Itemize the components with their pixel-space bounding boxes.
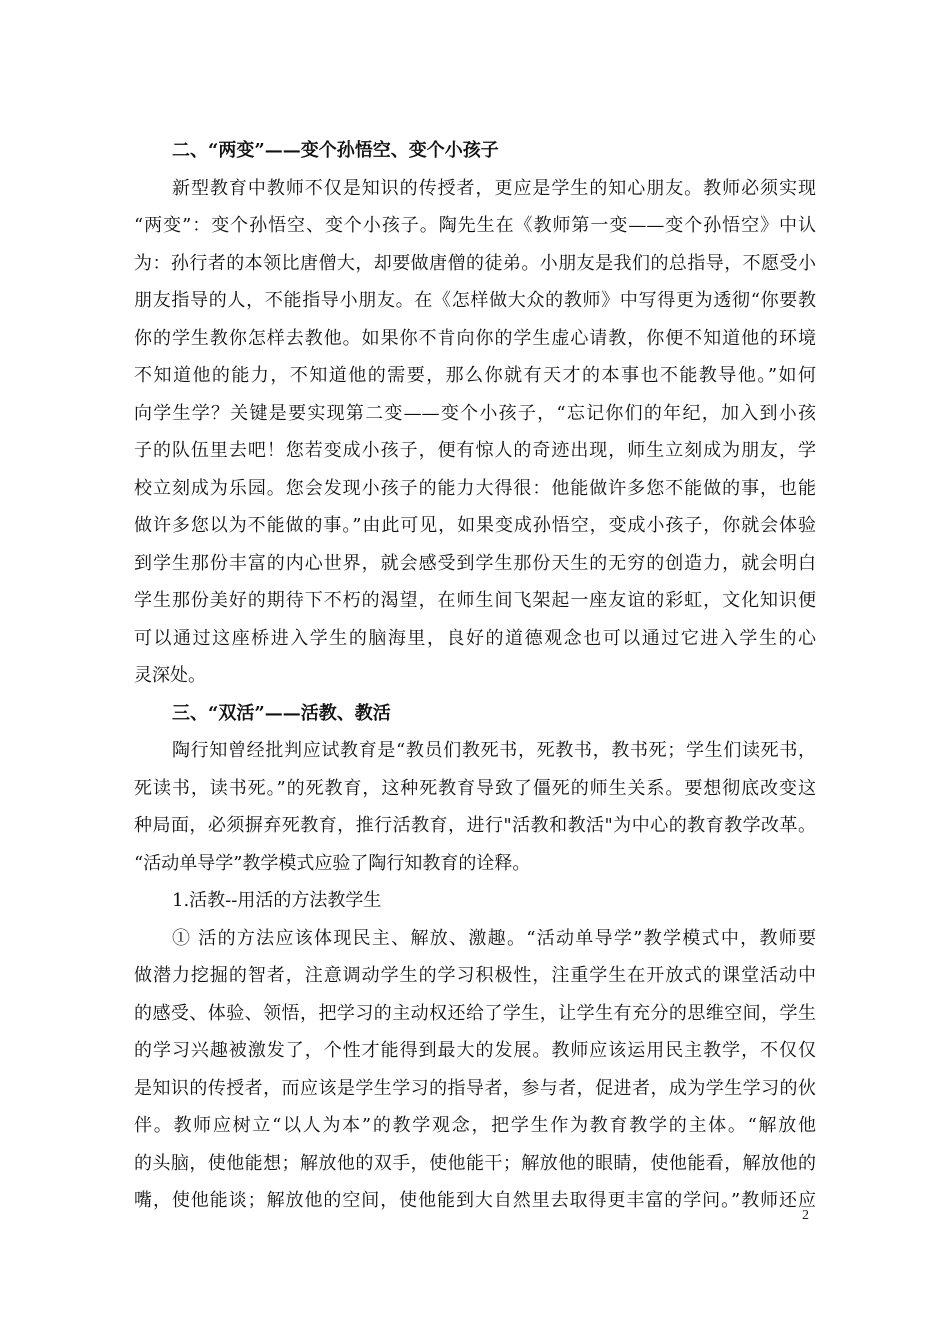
- paragraph-line: ① 活的方法应该体现民主、解放、激趣。“活动单导学”教学模式中，教师要: [172, 927, 816, 949]
- paragraph-line: 新型教育中教师不仅是知识的传授者，更应是学生的知心朋友。教师必须实现: [172, 177, 816, 199]
- paragraph-line: 做潜力挖掘的智者，注意调动学生的学习积极性，注重学生在开放式的课堂活动中: [134, 965, 816, 986]
- paragraph-line: “活动单导学”教学模式应验了陶行知教育的诠释。: [134, 852, 531, 874]
- paragraph-line: 学生那份美好的期待下不朽的渴望，在师生间飞架起一座友谊的彩虹，文化知识便: [134, 590, 816, 611]
- page-body: [134, 132, 816, 1220]
- paragraph-line: 的学习兴趣被激发了，个性才能得到最大的发展。教师应该运用民主教学，不仅仅: [134, 1040, 816, 1061]
- paragraph-line: 种局面，必须摒弃死教育，推行活教育，进行"活教和教活"为中心的教育教学改革。: [134, 815, 816, 836]
- paragraph-line: 校立刻成为乐园。您会发现小孩子的能力大得很：他能做许多您不能做的事，也能: [134, 477, 816, 499]
- paragraph-line: 灵深处。: [134, 665, 206, 686]
- subsection-heading-living-teaching: 1.活教--用活的方法教学生: [172, 890, 382, 911]
- section-heading-two-changes: 二、“两变”——变个孙悟空、变个小孩子: [172, 140, 499, 161]
- paragraph-line: 到学生那份丰富的内心世界，就会感受到学生那份天生的无穷的创造力，就会明白: [134, 552, 816, 574]
- paragraph-line: 嘴，使他能谈；解放他的空间，使他能到大自然里去取得更丰富的学问。”教师还应: [134, 1190, 816, 1211]
- paragraph-line: 陶行知曾经批判应试教育是“教员们教死书，死教书，教书死；学生们读死书，: [172, 740, 816, 761]
- paragraph-line: 伴。教师应树立“以人为本”的教学观念，把学生作为教育教学的主体。“解放他: [134, 1115, 816, 1136]
- paragraph-line: “两变”：变个孙悟空、变个小孩子。陶先生在《教师第一变——变个孙悟空》中认: [134, 215, 816, 236]
- page-number: 2: [802, 1208, 809, 1223]
- paragraph-line: 死读书，读书死。”的死教育，这种死教育导致了僵死的师生关系。要想彻底改变这: [134, 777, 816, 799]
- paragraph-line: 向学生学？关键是要实现第二变——变个小孩子，“忘记你们的年纪，加入到小孩: [134, 402, 816, 424]
- paragraph-line: 的头脑，使他能想；解放他的双手，使他能干；解放他的眼睛，使他能看，解放他的: [134, 1152, 816, 1174]
- paragraph-double-living: [134, 732, 816, 882]
- paragraph-line: 你的学生教你怎样去教他。如果你不肯向你的学生虚心请教，你便不知道他的环境: [134, 327, 816, 349]
- paragraph-line: 为：孙行者的本领比唐僧大，却要做唐僧的徒弟。小朋友是我们的总指导，不愿受小: [134, 252, 816, 274]
- paragraph-line: 可以通过这座桥进入学生的脑海里，良好的道德观念也可以通过它进入学生的心: [134, 627, 816, 649]
- paragraph-line: 朋友指导的人，不能指导小朋友。在《怎样做大众的教师》中写得更为透彻“你要教: [134, 290, 816, 311]
- paragraph-living-methods: [134, 920, 816, 1220]
- paragraph-line: 子的队伍里去吧！您若变成小孩子，便有惊人的奇迹出现，师生立刻成为朋友，学: [134, 440, 816, 461]
- paragraph-line: 是知识的传授者，而应该是学生学习的指导者，参与者，促进者，成为学生学习的伙: [134, 1077, 816, 1099]
- paragraph-line: 不知道他的能力，不知道他的需要，那么你就有天才的本事也不能教导他。”如何: [134, 365, 816, 386]
- paragraph-two-changes: [134, 170, 816, 695]
- paragraph-line: 的感受、体验、领悟，把学习的主动权还给了学生，让学生有充分的思维空间，学生: [134, 1002, 816, 1024]
- paragraph-line: 做许多您以为不能做的事。”由此可见，如果变成孙悟空，变成小孩子，你就会体验: [134, 515, 816, 536]
- section-heading-double-living: 三、“双活”——活教、教活: [172, 702, 391, 724]
